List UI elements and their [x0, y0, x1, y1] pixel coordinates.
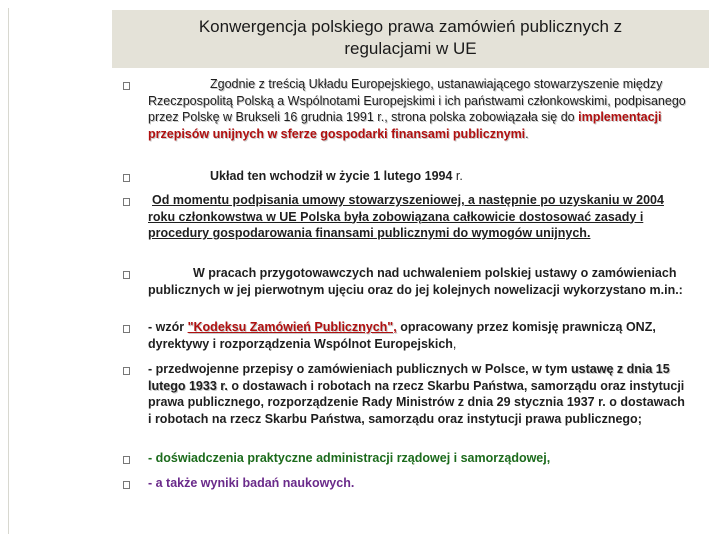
paragraph-6: [148, 361, 688, 427]
p6-highlight: ustawę z dnia 15 lutego 1933 r.: [148, 362, 670, 393]
bullet-icon: [123, 198, 132, 208]
bullet-icon: [123, 367, 132, 377]
title-line-1: Konwergencja polskiego prawa zamówień publicznych z: [198, 17, 623, 36]
p5-text: - wzór: [148, 320, 188, 334]
p5-rest: opracowany przez komisję prawniczą ONZ, dyrektywy i rozporządzenia Wspólnot Europejskich: [148, 320, 656, 351]
bullet-icon: [123, 481, 132, 491]
paragraph-5: [148, 319, 688, 352]
bullet-icon: [123, 456, 132, 466]
paragraph-2: [148, 168, 688, 185]
bullet-icon: [123, 325, 132, 335]
bullet-icon: [123, 82, 132, 92]
p6-rest: o dostawach i robotach na rzecz Skarbu Państwa, samorządu oraz instytucji prawa publicznego, rozporządzenie Rady Ministrów z dnia 29 stycznia 1937 r. o dostawach i robotach na rzecz Skarbu Państwa, samorządu oraz instytucji prawa publicznego;: [148, 378, 685, 426]
paragraph-4: [148, 265, 688, 298]
p3-text: Od momentu podpisania umowy stowarzyszeniowej, a następnie po uzyskaniu w 2004 roku członkowstwa w UE Polska była zobowiązana całkowicie dostosować zasady i procedury gospodarowania finansami publicznymi do wymogów unijnych.: [148, 193, 664, 240]
title-line-2: regulacjami w UE: [344, 39, 477, 58]
p4-text: W pracach przygotowawczych nad uchwaleniem polskiej ustawy o zamówieniach publicznych w jej pierwotnym ujęciu oraz do jej kolejnych nowelizacji wykorzystano m.in.:: [148, 266, 683, 297]
p7-text: - doświadczenia praktyczne administracji rządowej i samorządowej,: [148, 451, 551, 465]
p5-end: ,: [452, 336, 457, 351]
p1-highlight: implementacji przepisów unijnych w sferze gospodarki finansami publicznymi: [148, 110, 662, 141]
bullet-icon: [123, 174, 132, 184]
p5-highlight: "Kodeksu Zamówień Publicznych",: [187, 320, 397, 334]
paragraph-8: [148, 475, 688, 492]
p8-text: - a także wyniki badań naukowych.: [148, 476, 355, 490]
p2-text: Układ ten wchodził w życie 1 lutego 1994: [210, 169, 453, 183]
paragraph-1: [148, 76, 688, 142]
bullet-icon: [123, 271, 132, 281]
slide-title: [112, 16, 709, 60]
p2-end: r.: [452, 169, 463, 183]
p1-text: Zgodnie z treścią Układu Europejskiego, ustanawiającego stowarzyszenie między Rzeczpospolitą Polską a Wspólnotami Europejskimi i ich państwami członkowskimi, podpisanego przez Polskę w Brukseli 16 grudnia 1991 r., strona polska zobowiązała się do: [148, 77, 686, 124]
paragraph-7: [148, 450, 688, 467]
p6-text: - przedwojenne przepisy o zamówieniach publicznych w Polsce, w tym: [148, 362, 572, 376]
p1-end: .: [525, 126, 529, 141]
paragraph-3: [148, 192, 688, 242]
